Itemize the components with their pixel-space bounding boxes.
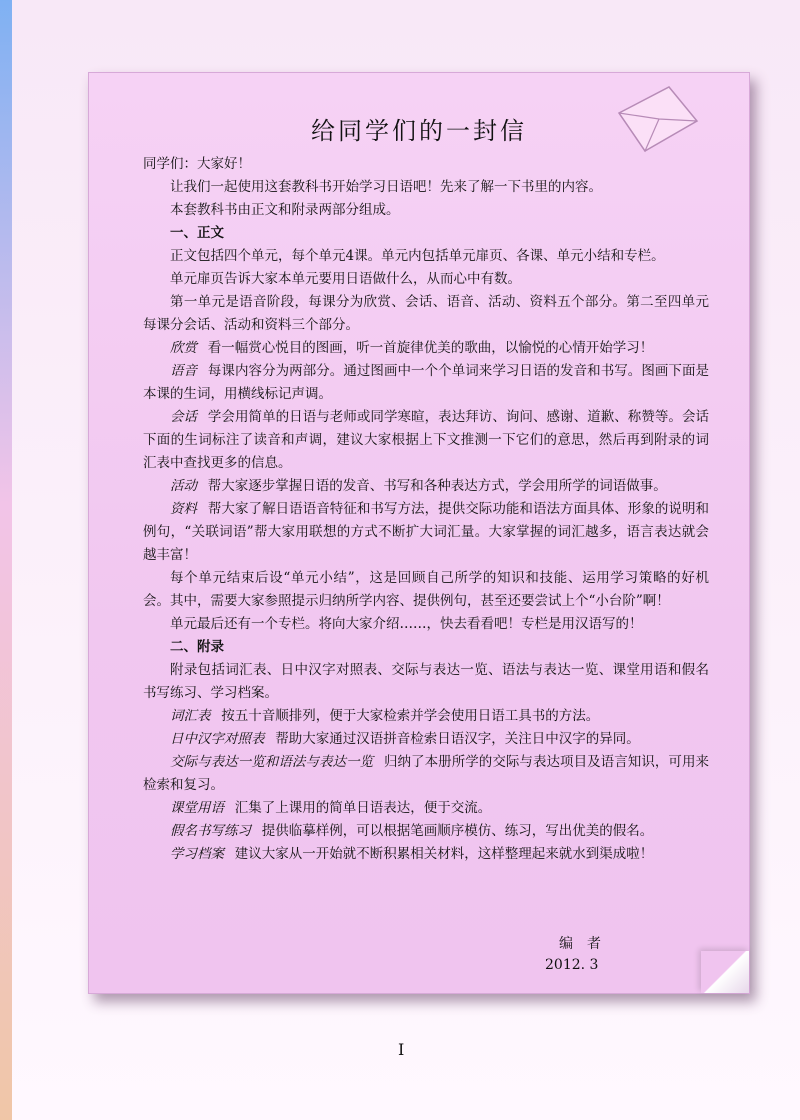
term-description: 帮大家逐步掌握日语的发音、书写和各种表达方式，学会用所学的词语做事。: [207, 478, 667, 494]
term-description: 汇集了上课用的简单日语表达，便于交流。: [234, 800, 492, 816]
term-description: 每课内容分为两部分。通过图画中一个个单词来学习日语的发音和书写。图画下面是本课的生词，用横线标记声调。: [143, 363, 710, 402]
term-label: 资料: [170, 501, 198, 517]
envelope-icon: [609, 83, 701, 155]
letter-body: [143, 153, 709, 866]
term-description: 归纳了本册所学的交际与表达项目及语言知识，可用来检索和复习。: [143, 754, 709, 793]
term-label: 语音: [170, 363, 198, 379]
section-heading: 二、附录: [170, 639, 224, 655]
list-item: [143, 498, 709, 567]
page-curl: [701, 951, 749, 993]
term-label: 学习档案: [170, 846, 224, 862]
term-description: 按五十音顺排列，便于大家检索并学会使用日语工具书的方法。: [221, 708, 600, 724]
paragraph: 附录包括词汇表、日中汉字对照表、交际与表达一览、语法与表达一览、课堂用语和假名书写练习、学习档案。: [143, 662, 709, 701]
section-heading: 一、正文: [170, 225, 224, 241]
list-item: [143, 705, 709, 728]
paragraph: 单元扉页告诉大家本单元要用日语做什么，从而心中有数。: [170, 271, 521, 287]
term-description: 提供临摹样例，可以根据笔画顺序模仿、练习，写出优美的假名。: [261, 823, 654, 839]
letter-title: 给同学们的一封信: [311, 117, 527, 145]
list-item: [143, 728, 709, 751]
left-color-band: [0, 0, 12, 1120]
term-label: 词汇表: [170, 708, 211, 724]
term-description: 帮大家了解日语语音特征和书写方法，提供交际功能和语法方面具体、形象的说明和例句，“关联词语”帮大家用联想的方式不断扩大词汇量。大家掌握的词汇越多，语言表达就会越丰富！: [143, 501, 710, 563]
term-description: 帮助大家通过汉语拼音检索日语汉字，关注日中汉字的异同。: [275, 731, 640, 747]
paragraph: 单元最后还有一个专栏。将向大家介绍……，快去看看吧！专栏是用汉语写的！: [170, 616, 643, 632]
paragraph: 让我们一起使用这套教科书开始学习日语吧！先来了解一下书里的内容。: [170, 179, 602, 195]
paragraph: 正文包括四个单元，每个单元4课。单元内包括单元扉页、各课、单元小结和专栏。: [170, 248, 665, 264]
list-item: [143, 797, 709, 820]
signature: 编 者: [559, 936, 601, 952]
list-item: [143, 751, 709, 797]
list-item: [143, 337, 709, 360]
paragraph: 每个单元结束后设“单元小结”，这是回顾自己所学的知识和技能、运用学习策略的好机会。其中，需要大家参照提示归纳所学内容、提供例句，甚至还要尝试上个“小台阶”啊！: [143, 570, 709, 609]
term-label: 交际与表达一览和语法与表达一览: [170, 754, 374, 770]
term-label: 活动: [170, 478, 197, 494]
page-number: I: [398, 1040, 405, 1059]
list-item: [143, 360, 709, 406]
list-item: [143, 843, 709, 866]
greeting: 同学们：大家好！: [143, 156, 251, 172]
letter-sheet: [88, 72, 750, 994]
paragraph: 本套教科书由正文和附录两部分组成。: [170, 202, 400, 218]
term-label: 会话: [170, 409, 198, 425]
list-item: [143, 820, 709, 843]
term-label: 课堂用语: [170, 800, 224, 816]
term-description: 建议大家从一开始就不断积累相关材料，这样整理起来就水到渠成啦！: [234, 846, 654, 862]
term-description: 学会用简单的日语与老师或同学寒暄，表达拜访、询问、感谢、道歉、称赞等。会话下面的生词标注了读音和声调，建议大家根据上下文推测一下它们的意思，然后再到附录的词汇表中查找更多的信息。: [143, 409, 710, 471]
paragraph: 第一单元是语音阶段，每课分为欣赏、会话、语音、活动、资料五个部分。第二至四单元每课分会话、活动和资料三个部分。: [143, 294, 709, 333]
term-label: 假名书写练习: [170, 823, 251, 839]
term-label: 欣赏: [170, 340, 197, 356]
letter-date: 2012. 3: [545, 957, 599, 973]
term-description: 看一幅赏心悦目的图画，听一首旋律优美的歌曲，以愉悦的心情开始学习！: [207, 340, 654, 356]
list-item: [143, 475, 709, 498]
list-item: [143, 406, 709, 475]
term-label: 日中汉字对照表: [170, 731, 265, 747]
